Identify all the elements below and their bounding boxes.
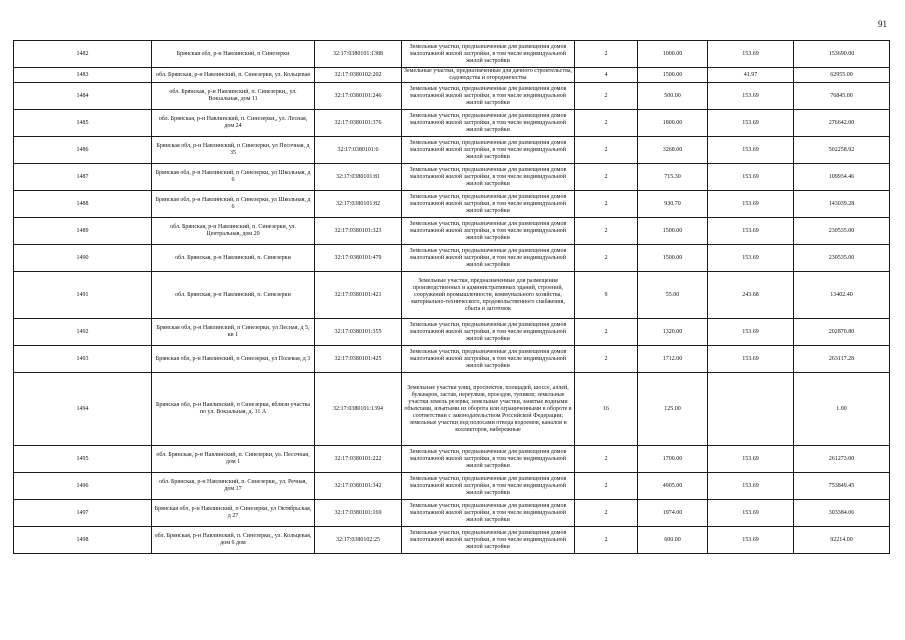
row-cadastral-value: 153690.00 <box>794 41 890 68</box>
row-land-purpose: Земельные участки, предназначенные для размещения домов малоэтажной жилой застройки, в том числе индивидуальной жилой застройки <box>402 110 575 137</box>
row-cadastral-value: 76845.00 <box>794 83 890 110</box>
row-specific-value: 153.69 <box>708 446 794 473</box>
row-group-code: 16 <box>575 373 638 446</box>
row-address: обл. Брянская, р-н Навлинский, п. Синезерки <box>152 272 315 319</box>
row-number: 1483 <box>14 68 152 83</box>
row-group-code: 2 <box>575 110 638 137</box>
table-row <box>14 527 890 554</box>
row-cadastral-value: 303384.06 <box>794 500 890 527</box>
row-group-code: 2 <box>575 346 638 373</box>
row-number: 1498 <box>14 527 152 554</box>
row-address: Брянская обл, р-н Навлинский, п Синезерки, ул Лесная, д 5, кв 1 <box>152 319 315 346</box>
row-address: Брянская обл, р-н Навлинский, п Синезерки, вблизи участка по ул. Вокзальная, д. 11 А <box>152 373 315 446</box>
row-land-purpose: Земельные участки, предназначенные для дачного строительства, садоводства и огородничества <box>402 68 575 83</box>
row-area: 500.00 <box>638 83 708 110</box>
row-number: 1484 <box>14 83 152 110</box>
row-cadastral-number: 32:17:0380101:421 <box>315 272 402 319</box>
row-number: 1492 <box>14 319 152 346</box>
row-land-purpose: Земельные участки, предназначенные для размещения домов малоэтажной жилой застройки, в том числе индивидуальной жилой застройки <box>402 218 575 245</box>
row-address: обл. Брянская, р-н Навлинский, п. Синезерки <box>152 245 315 272</box>
table-row <box>14 83 890 110</box>
row-specific-value: 153.69 <box>708 500 794 527</box>
row-address: обл. Брянская, р-н Навлинский, п. Синезерки,, ул. Вокзальная, дом 11 <box>152 83 315 110</box>
table-row <box>14 272 890 319</box>
row-address: Брянская обл, р-н Навлинский, п Синезерки, ул Песочная, д 35 <box>152 137 315 164</box>
table-row <box>14 41 890 68</box>
row-cadastral-number: 32:17:0380101:81 <box>315 164 402 191</box>
table-row <box>14 110 890 137</box>
row-cadastral-number: 32:17:0380102:25 <box>315 527 402 554</box>
row-number: 1493 <box>14 346 152 373</box>
row-land-purpose: Земельные участки, предназначенные для размещения домов малоэтажной жилой застройки, в том числе индивидуальной жилой застройки <box>402 191 575 218</box>
row-area: 1000.00 <box>638 41 708 68</box>
row-area: 55.00 <box>638 272 708 319</box>
row-specific-value: 153.69 <box>708 346 794 373</box>
table-row <box>14 218 890 245</box>
row-cadastral-number: 32:17:0380101:342 <box>315 473 402 500</box>
table-row <box>14 68 890 83</box>
row-area: 600.00 <box>638 527 708 554</box>
row-land-purpose: Земельные участки, предназначенные для размещения домов малоэтажной жилой застройки, в том числе индивидуальной жилой застройки <box>402 83 575 110</box>
row-number: 1486 <box>14 137 152 164</box>
row-specific-value: 153.69 <box>708 319 794 346</box>
row-group-code: 2 <box>575 319 638 346</box>
row-land-purpose: Земельные участки, предназначенные для размещения домов малоэтажной жилой застройки, в том числе индивидуальной жилой застройки <box>402 473 575 500</box>
row-area: 125.00 <box>638 373 708 446</box>
row-specific-value: 41.97 <box>708 68 794 83</box>
row-number: 1494 <box>14 373 152 446</box>
row-number: 1489 <box>14 218 152 245</box>
row-number: 1482 <box>14 41 152 68</box>
row-cadastral-value: 143039.28 <box>794 191 890 218</box>
row-cadastral-value: 1.00 <box>794 373 890 446</box>
row-cadastral-value: 276642.00 <box>794 110 890 137</box>
row-area: 3268.00 <box>638 137 708 164</box>
row-group-code: 2 <box>575 218 638 245</box>
row-cadastral-number: 32:17:0380101:323 <box>315 218 402 245</box>
row-address: Брянская обл, р-н Навлинский, п Синезерки, ул Школьная, д 6 <box>152 191 315 218</box>
table-row <box>14 446 890 473</box>
cadastral-value-table <box>13 40 890 554</box>
row-cadastral-number: 32:17:0380101:246 <box>315 83 402 110</box>
table-row <box>14 473 890 500</box>
row-land-purpose: Земельные участки, предназначенные для размещения производственных и административных зданий, строений, сооружений промышленности, коммунального хозяйства, материально-технического, продовольственного снабжения, сбыта и заготовок <box>402 272 575 319</box>
row-specific-value: 153.69 <box>708 110 794 137</box>
row-number: 1488 <box>14 191 152 218</box>
row-number: 1495 <box>14 446 152 473</box>
row-cadastral-number: 32:17:0380101:355 <box>315 319 402 346</box>
row-number: 1485 <box>14 110 152 137</box>
row-land-purpose: Земельные участки, предназначенные для размещения домов малоэтажной жилой застройки, в том числе индивидуальной жилой застройки <box>402 319 575 346</box>
table-row <box>14 245 890 272</box>
row-number: 1497 <box>14 500 152 527</box>
row-area: 1712.00 <box>638 346 708 373</box>
row-cadastral-value: 263117.28 <box>794 346 890 373</box>
row-address: обл. Брянская, р-н Навлинский, п. Синезерки,, ул. Лесная, дом 24 <box>152 110 315 137</box>
table-row <box>14 191 890 218</box>
row-cadastral-number: 32:17:0380101:6 <box>315 137 402 164</box>
row-specific-value: 153.69 <box>708 473 794 500</box>
row-land-purpose: Земельные участки, предназначенные для размещения домов малоэтажной жилой застройки, в том числе индивидуальной жилой застройки <box>402 446 575 473</box>
row-specific-value: 153.69 <box>708 164 794 191</box>
row-land-purpose: Земельные участки, предназначенные для размещения домов малоэтажной жилой застройки, в том числе индивидуальной жилой застройки <box>402 137 575 164</box>
row-area: 1500.00 <box>638 245 708 272</box>
row-cadastral-number: 32:17:0380101:82 <box>315 191 402 218</box>
row-group-code: 2 <box>575 137 638 164</box>
row-address: Брянская обл, р-н Навлинский, п Синезерки, ул Полевая, д 3 <box>152 346 315 373</box>
row-specific-value: 153.69 <box>708 191 794 218</box>
row-group-code: 2 <box>575 83 638 110</box>
row-specific-value: 153.69 <box>708 527 794 554</box>
row-address: обл. Брянская, р-н Навлинский, п. Синезерки, ул. Кольцевая <box>152 68 315 83</box>
row-specific-value: 153.69 <box>708 83 794 110</box>
row-cadastral-number: 32:17:0380102:202 <box>315 68 402 83</box>
table-row <box>14 164 890 191</box>
row-cadastral-value: 62955.00 <box>794 68 890 83</box>
row-cadastral-value: 109934.46 <box>794 164 890 191</box>
row-area: 1700.00 <box>638 446 708 473</box>
row-cadastral-number: 32:17:0380101:479 <box>315 245 402 272</box>
row-group-code: 2 <box>575 164 638 191</box>
row-land-purpose: Земельные участки, предназначенные для размещения домов малоэтажной жилой застройки, в том числе индивидуальной жилой застройки <box>402 346 575 373</box>
row-area: 1320.00 <box>638 319 708 346</box>
row-land-purpose: Земельные участки улиц, проспектов, площадей, шоссе, аллей, бульваров, застав, переулков, проездов, тупиков; земельные участки земель резерва; земельные участки, занятые водными объектами, изъятыми из оборота или ограниченными в обороте в соответствии с законодательством Российской Федерации; земельные участки под полосами отвода водоемов, каналов и коллекторов, набережные <box>402 373 575 446</box>
table-row <box>14 319 890 346</box>
row-cadastral-number: 32:17:0380101:425 <box>315 346 402 373</box>
row-address: Брянская обл, р-н Навлинский, п Синезерки, ул Школьная, д 6 <box>152 164 315 191</box>
row-number: 1490 <box>14 245 152 272</box>
row-cadastral-value: 230535.00 <box>794 245 890 272</box>
row-cadastral-value: 261273.00 <box>794 446 890 473</box>
row-cadastral-value: 753849.45 <box>794 473 890 500</box>
row-address: обл. Брянская, р-н Навлинский, п. Синезерки, ул. Песочная, дом 1 <box>152 446 315 473</box>
row-group-code: 9 <box>575 272 638 319</box>
row-specific-value: 243.68 <box>708 272 794 319</box>
row-specific-value: 153.69 <box>708 41 794 68</box>
row-number: 1496 <box>14 473 152 500</box>
row-specific-value <box>708 373 794 446</box>
row-cadastral-value: 202870.80 <box>794 319 890 346</box>
row-area: 930.70 <box>638 191 708 218</box>
row-cadastral-number: 32:17:0380101:376 <box>315 110 402 137</box>
row-cadastral-value: 230535.00 <box>794 218 890 245</box>
row-specific-value: 153.69 <box>708 218 794 245</box>
row-cadastral-number: 32:17:0380101:222 <box>315 446 402 473</box>
row-number: 1487 <box>14 164 152 191</box>
row-group-code: 4 <box>575 68 638 83</box>
row-group-code: 2 <box>575 245 638 272</box>
row-area: 1500.00 <box>638 218 708 245</box>
row-number: 1491 <box>14 272 152 319</box>
row-address: обл. Брянская, р-н Навлинский, п. Синезерки, ул. Центральная, дом 20 <box>152 218 315 245</box>
row-group-code: 2 <box>575 500 638 527</box>
row-address: Брянская обл, р-н Навлинский, п Синезерки <box>152 41 315 68</box>
row-area: 1500.00 <box>638 68 708 83</box>
row-cadastral-number: 32:17:0380101:1388 <box>315 41 402 68</box>
row-cadastral-number: 32:17:0380101:169 <box>315 500 402 527</box>
row-land-purpose: Земельные участки, предназначенные для размещения домов малоэтажной жилой застройки, в том числе индивидуальной жилой застройки <box>402 500 575 527</box>
row-group-code: 2 <box>575 41 638 68</box>
row-group-code: 2 <box>575 446 638 473</box>
row-cadastral-value: 13402.40 <box>794 272 890 319</box>
table-row <box>14 137 890 164</box>
table-row <box>14 346 890 373</box>
row-cadastral-number: 32:17:0380101:1394 <box>315 373 402 446</box>
row-specific-value: 153.69 <box>708 137 794 164</box>
row-land-purpose: Земельные участки, предназначенные для размещения домов малоэтажной жилой застройки, в том числе индивидуальной жилой застройки <box>402 245 575 272</box>
row-group-code: 2 <box>575 527 638 554</box>
row-group-code: 2 <box>575 473 638 500</box>
row-area: 1800.00 <box>638 110 708 137</box>
row-area: 715.30 <box>638 164 708 191</box>
page-number: 91 <box>878 19 887 29</box>
row-area: 1974.00 <box>638 500 708 527</box>
row-group-code: 2 <box>575 191 638 218</box>
row-cadastral-value: 502258.92 <box>794 137 890 164</box>
row-land-purpose: Земельные участки, предназначенные для размещения домов малоэтажной жилой застройки, в том числе индивидуальной жилой застройки <box>402 164 575 191</box>
row-address: обл. Брянская, р-н Навлинский, п. Синезерки,, ул. Речная, дом 17 <box>152 473 315 500</box>
row-area: 4905.00 <box>638 473 708 500</box>
table-row <box>14 500 890 527</box>
row-land-purpose: Земельные участки, предназначенные для размещения домов малоэтажной жилой застройки, в том числе индивидуальной жилой застройки <box>402 41 575 68</box>
table-row <box>14 373 890 446</box>
row-cadastral-value: 92214.00 <box>794 527 890 554</box>
row-specific-value: 153.69 <box>708 245 794 272</box>
row-land-purpose: Земельные участки, предназначенные для размещения домов малоэтажной жилой застройки, в том числе индивидуальной жилой застройки <box>402 527 575 554</box>
row-address: Брянская обл, р-н Навлинский, п Синезерки, ул Октябрьская, д 27 <box>152 500 315 527</box>
row-address: обл. Брянская, р-н Навлинский, п. Синезерки,, ул. Кольцевая, дом 6 дом <box>152 527 315 554</box>
